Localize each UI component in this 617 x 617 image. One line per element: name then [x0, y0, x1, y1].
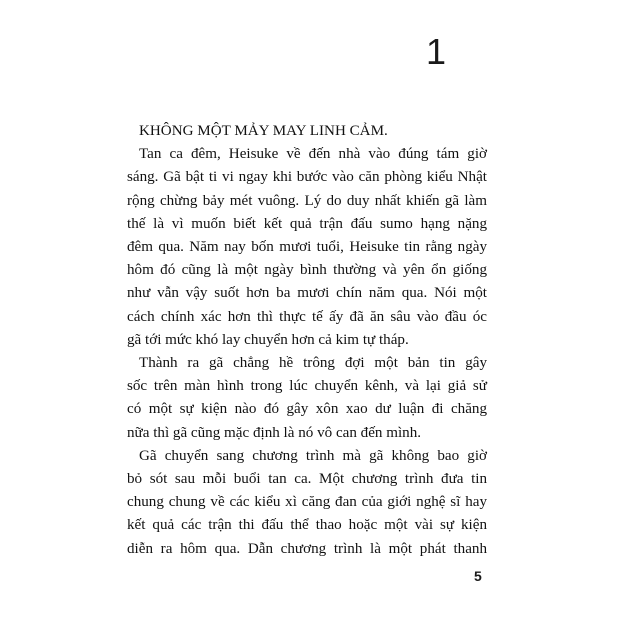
text-line: rộng chừng bảy mét vuông. Lý do duy nhất khiến gã làm	[127, 192, 487, 209]
chapter-number: 1	[426, 31, 447, 72]
text-line: chung chung về các kiểu xì căng đan của giới nghệ sĩ hay	[127, 494, 487, 511]
text-line: Thành ra gã chẳng hề trông đợi một bản tin gây	[139, 355, 487, 372]
text-line: nữa thì gã cũng mặc định là nó vô can đến mình.	[127, 424, 422, 441]
text-line: như vẫn vậy suốt hơn ba mươi chín năm qua. Nói một	[127, 285, 487, 302]
text-line: diễn ra hôm qua. Dẫn chương trình là một phát thanh	[127, 540, 487, 557]
text-line: có một sự kiện nào đó gây xôn xao dư luận đi chăng	[127, 401, 487, 418]
text-line: cách chính xác hơn thì thực tế ấy đã ăn sâu vào đầu óc	[127, 308, 487, 325]
text-line: bỏ sót sau mỗi buổi tan ca. Một chương trình đưa tin	[127, 471, 487, 488]
body-text	[127, 120, 487, 561]
text-line: kết quả các trận thi đấu thể thao hoặc một vài sự kiện	[127, 517, 487, 534]
text-line: sốc trên màn hình trong lúc chuyển kênh, và lại giả sử	[127, 378, 487, 395]
text-line: Tan ca đêm, Heisuke về đến nhà vào đúng tám giờ	[139, 146, 487, 163]
text-line: gã tới mức khó lay chuyển hơn cả kim tự tháp.	[127, 331, 409, 348]
opening-line: KHÔNG MỘT MẢY MAY LINH CẢM.	[139, 123, 388, 139]
text-line: đêm qua. Năm nay bốn mươi tuổi, Heisuke tin rằng ngày	[127, 239, 487, 256]
text-line: Gã chuyển sang chương trình mà gã không bao giờ	[139, 447, 487, 464]
text-line: sáng. Gã bật ti vi ngay khi bước vào căn phòng kiểu Nhật	[127, 169, 487, 186]
text-line: hôm đó cũng là một ngày bình thường và yên ổn giống	[127, 262, 487, 279]
text-line: thế là vì muốn biết kết quả trận đấu sumo hạng nặng	[127, 215, 487, 232]
page-number: 5	[474, 568, 482, 584]
